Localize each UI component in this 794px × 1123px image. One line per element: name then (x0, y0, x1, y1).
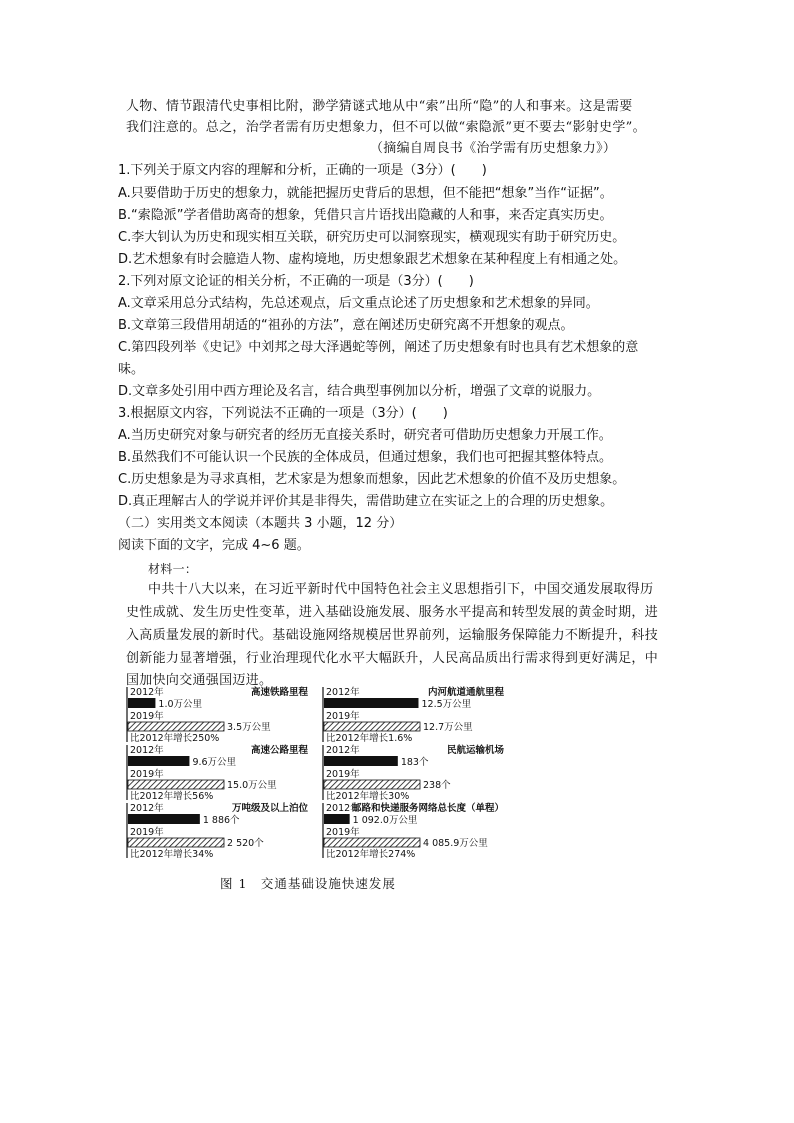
bar-2012-value: 1 886个 (202, 815, 240, 826)
intro-line-2: 我们注意的。总之，治学者需有历史想象力，但不可以做“索隐派”更不要去“影射史学”。 (126, 120, 646, 135)
growth-note: 比2012年增长56% (130, 791, 214, 802)
q2-option-b: B.文章第三段借用胡适的“祖孙的方法”，意在阐述历史研究离不开想象的观点。 (118, 318, 574, 333)
bar-2012-value: 1.0万公里 (158, 699, 203, 710)
growth-note: 比2012年增长30% (326, 791, 410, 802)
panel-year-2019-label: 2019年 (130, 827, 164, 838)
bar-2019 (324, 780, 420, 789)
bar-2012 (128, 698, 155, 708)
q1-stem: 1.下列关于原文内容的理解和分析，正确的一项是（3分）( ) (118, 163, 487, 178)
q3-option-d: D.真正理解古人的学说并评价其是非得失，需借助建立在实证之上的合理的历史想象。 (118, 494, 614, 509)
intro-line-1: 人物、情节跟清代史事相比附，渺学猜谜式地从中“索”出所“隐”的人和事来。这是需要 (126, 99, 633, 114)
bar-2012-value: 1 092.0万公里 (352, 815, 418, 826)
bar-2012-value: 12.5万公里 (421, 699, 472, 710)
bar-2019 (128, 722, 224, 731)
panel-title: 邮路和快递服务网络总长度（单程） (351, 803, 504, 814)
bar-2019 (128, 780, 224, 789)
panel-year-2012-label: 2012年 (326, 745, 360, 756)
bar-2012 (324, 756, 398, 766)
q2-option-c-cont: 味。 (118, 362, 145, 377)
panel-year-2012-label: 2012年 (130, 745, 164, 756)
bar-2019-value: 238个 (423, 780, 451, 791)
growth-note: 比2012年增长274% (326, 849, 416, 860)
panel-title: 内河航道通航里程 (427, 687, 504, 698)
material-label: 材料一： (148, 562, 198, 576)
growth-note: 比2012年增长250% (130, 733, 220, 744)
panel-title: 高速铁路里程 (250, 687, 308, 698)
material-paragraph-line-2: 史性成就、发生历史性变革，进入基础设施发展、服务水平提高和转型发展的黄金时期，进 (126, 605, 659, 620)
panel-year-2012-label: 2012年 (130, 803, 164, 814)
panel-year-2019-label: 2019年 (326, 827, 360, 838)
panel-year-2019-label: 2019年 (130, 711, 164, 722)
bar-2012-value: 9.6万公里 (192, 757, 237, 768)
bar-2019-value: 15.0万公里 (227, 780, 277, 791)
material-paragraph-line-5: 国加快向交通强国迈进。 (126, 673, 273, 688)
panel-year-2012-label: 2012年 (326, 687, 360, 698)
q1-option-a: A.只要借助于历史的想象力，就能把握历史背后的思想，但不能把“想象”当作“证据”。 (118, 186, 613, 201)
panel-year-2012-label: 2012年 (326, 803, 360, 814)
bar-2019-value: 3.5万公里 (227, 722, 271, 733)
panel-title: 高速公路里程 (250, 745, 308, 756)
section-title: （二）实用类文本阅读（本题共 3 小题，12 分） (118, 516, 403, 531)
q1-option-b: B.“索隐派”学者借助离奇的想象，凭借只言片语找出隐藏的人和事，来否定真实历史。 (118, 208, 613, 223)
q1-option-c: C.李大钊认为历史和现实相互关联，研究历史可以洞察现实，横观现实有助于研究历史。 (118, 230, 626, 245)
panel-year-2019-label: 2019年 (326, 711, 360, 722)
chart-svg (126, 686, 508, 864)
panel-year-2019-label: 2019年 (326, 769, 360, 780)
material-paragraph-line-4: 创新能力显著增强，行业治理现代化水平大幅跃升，人民高品质出行需求得到更好满足，中 (126, 651, 659, 666)
material-paragraph-line-3: 入高质量发展的新时代。基础设施网络规模居世界前列，运输服务保障能力不断提升，科技 (126, 628, 659, 643)
material-paragraph-line-1: 中共十八大以来，在习近平新时代中国特色社会主义思想指引下，中国交通发展取得历 (148, 582, 654, 597)
panel-title: 万吨级及以上泊位 (231, 803, 308, 814)
bar-2019 (324, 722, 420, 731)
chart-caption: 图 1 交通基础设施快速发展 (220, 876, 396, 891)
bar-2012 (324, 814, 350, 824)
bar-2019 (324, 838, 420, 847)
bar-2012 (128, 756, 189, 766)
bar-2019 (128, 838, 224, 847)
intro-source: （摘编自周良书《治学需有历史想象力》） (370, 141, 617, 156)
q2-option-c: C.第四段列举《史记》中刘邦之母大泽遇蛇等例，阐述了历史想象有时也具有艺术想象的意 (118, 340, 639, 355)
q1-option-d: D.艺术想象有时会臆造人物、虚构境地，历史想象跟艺术想象在某种程度上有相通之处。 (118, 252, 627, 267)
panel-year-2012-label: 2012年 (130, 687, 164, 698)
bar-2012 (128, 814, 200, 824)
bar-2012 (324, 698, 418, 708)
bar-2019-value: 2 520个 (227, 838, 264, 849)
q3-stem: 3.根据原文内容，下列说法不正确的一项是（3分）( ) (118, 406, 448, 421)
q3-option-a: A.当历史研究对象与研究者的经历无直接关系时，研究者可借助历史想象力开展工作。 (118, 428, 612, 443)
bar-2019-value: 12.7万公里 (423, 722, 473, 733)
q2-option-d: D.文章多处引用中西方理论及名言，结合典型事例加以分析，增强了文章的说服力。 (118, 384, 601, 399)
infrastructure-chart (126, 686, 508, 864)
q3-option-c: C.历史想象是为寻求真相，艺术家是为想象而想象，因此艺术想象的价值不及历史想象。 (118, 472, 626, 487)
panel-year-2019-label: 2019年 (130, 769, 164, 780)
section-instruction: 阅读下面的文字，完成 4~6 题。 (118, 538, 310, 553)
q2-option-a: A.文章采用总分式结构，先总述观点，后文重点论述了历史想象和艺术想象的异同。 (118, 296, 599, 311)
growth-note: 比2012年增长1.6% (326, 733, 413, 744)
growth-note: 比2012年增长34% (130, 849, 214, 860)
q2-stem: 2.下列对原文论证的相关分析，不正确的一项是（3分）( ) (118, 274, 474, 289)
bar-2019-value: 4 085.9万公里 (423, 838, 488, 849)
bar-2012-value: 183个 (400, 757, 429, 768)
q3-option-b: B.虽然我们不可能认识一个民族的全体成员，但通过想象，我们也可把握其整体特点。 (118, 450, 613, 465)
panel-title: 民航运输机场 (446, 745, 504, 756)
